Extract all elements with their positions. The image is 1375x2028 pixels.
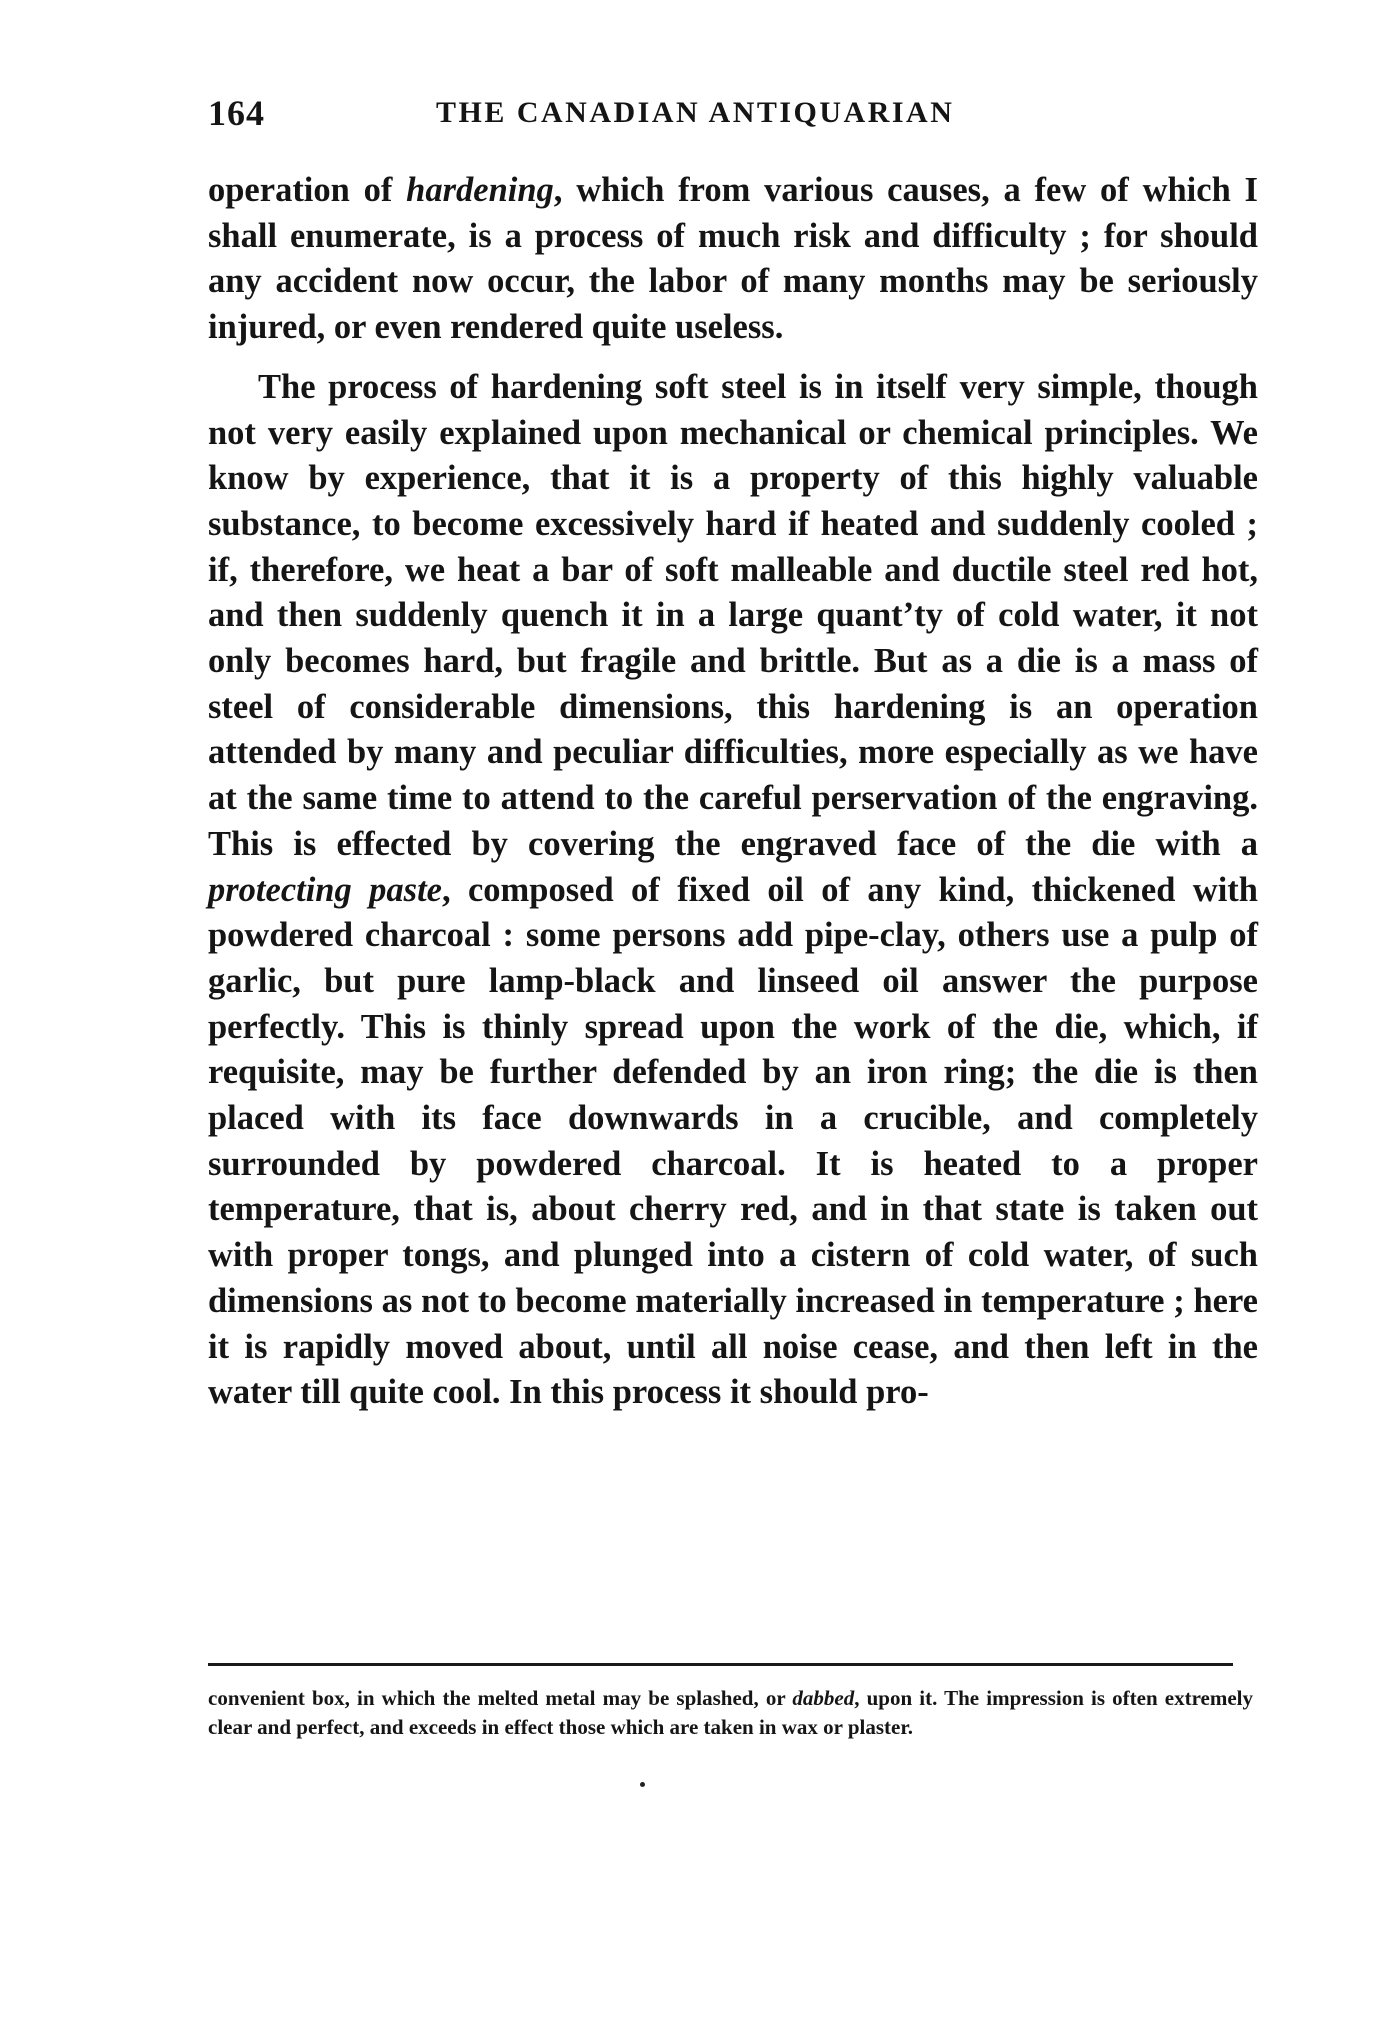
page-number: 164 xyxy=(208,93,265,133)
paragraph-2 xyxy=(208,365,1258,1416)
paragraph-2-text-end: , composed of fixed oil of any kind, thickened with powdered charcoal : some persons add pipe-clay, others use a pulp of garlic, but pure lamp-black and linseed oil answer the purpose perfectly. This is thinly spread upon the work of the die, which, if requisite, may be further defended by an iron ring; the die is then placed with its face downwards in a crucible, and completely surrounded by powdered charcoal. It is heated to a proper temperature, that is, about cherry red, and in that state is taken out with proper tongs, and plunged into a cistern of cold water, of such dimensions as not to become materially increased in temperature ; here it is rapidly moved about, until all noise cease, and then left in the water till quite cool. In this process it should pro- xyxy=(208,870,1258,1412)
paragraph-1-italic-term: hardening xyxy=(406,171,554,209)
running-head xyxy=(208,92,1198,142)
paragraph-2-italic-term: protecting paste xyxy=(208,870,442,909)
journal-title: THE CANADIAN ANTIQUARIAN xyxy=(436,96,955,129)
footnote-text-start: convenient box, in which the melted metal may be splashed, or xyxy=(208,1686,793,1710)
footnote xyxy=(208,1684,1253,1742)
paragraph-1-text-end: , which from various causes, a few of which I shall enumerate, is a process of much risk and difficulty ; for should any accident now occur, the labor of many months may be seriously injured, or even rendered quite useless. xyxy=(208,171,1258,347)
ink-speck xyxy=(640,1782,645,1787)
footnote-text-end: , upon it. The impression is often extremely clear and perfect, and exceeds in effect those which are taken in wax or plaster. xyxy=(208,1686,1253,1739)
main-text xyxy=(208,168,1258,1416)
paragraph-1-text-start: operation of xyxy=(208,171,407,209)
paragraph-1 xyxy=(208,168,1258,351)
footnote-divider xyxy=(208,1663,1233,1666)
paragraph-2-text-start: The process of hardening soft steel is in itself very simple, though not very easily explained upon mechanical or chemical principles. We know by experience, that it is a property of this highly valuable substance, to become excessively hard if heated and suddenly cooled ; if, therefore, we heat a bar of soft malleable and ductile steel red hot, and then suddenly quench it in a large quantʼty of cold water, it not only becomes hard, but fragile and brittle. But as a die is a mass of steel of considerable dimensions, this hardening is an operation attended by many and peculiar difficulties, more especially as we have at the same time to attend to the careful perservation of the engraving. This is effected by covering the engraved face of the die with a xyxy=(208,367,1258,863)
footnote-italic-term: dabbed xyxy=(792,1686,855,1710)
